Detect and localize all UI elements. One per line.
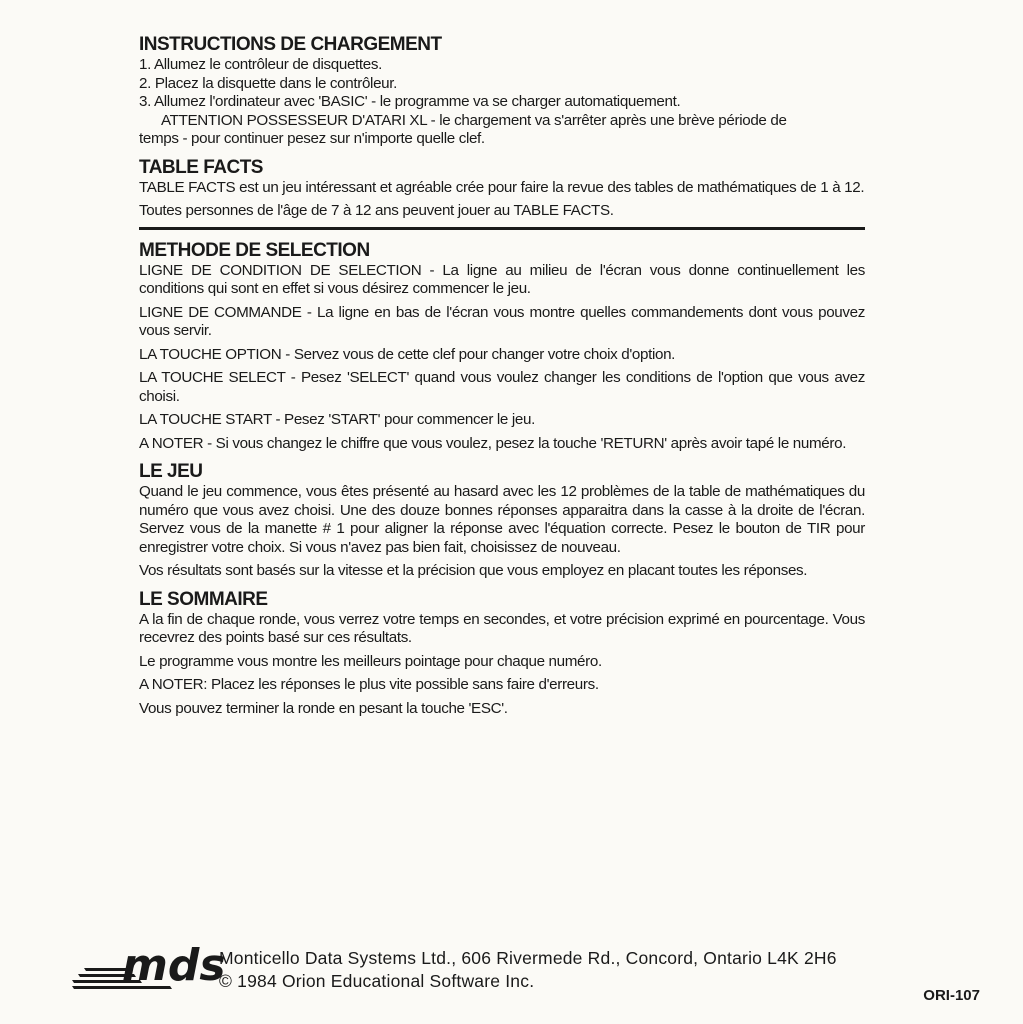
copyright: © 1984 Orion Educational Software Inc. <box>219 971 535 991</box>
company-info <box>219 947 837 993</box>
loading-step: 2. Placez la disquette dans le contrôleur. <box>139 74 397 92</box>
attention-line-1: ATTENTION POSSESSEUR D'ATARI XL - le chargement va s'arrêter après une brève période de <box>161 111 787 129</box>
jeu-paragraph: Quand le jeu commence, vous êtes présenté au hasard avec les 12 problèmes de la table de mathématiques du numéro que vous avez choisi. Une des douze bonnes réponses apparaitra dans la casse à la droite de l'écran. Servez vous de la manette # 1 pour aligner la réponse avec l'équation correcte. Pesez le bouton de TIR pour enregistrer votre choix. Si vous n'avez pas bien fait, choisissez de nouveau. <box>139 483 865 556</box>
methode-paragraph: A NOTER - Si vous changez le chiffre que vous voulez, pesez la touche 'RETURN' après avoir tapé le numéro. <box>139 434 847 452</box>
loading-step: 3. Allumez l'ordinateur avec 'BASIC' - le programme va se charger automatiquement. <box>139 93 681 110</box>
table-facts-paragraph: TABLE FACTS est un jeu intéressant et agréable crée pour faire la revue des tables de mathématiques de 1 à 12. <box>139 178 865 196</box>
footer <box>70 934 980 1014</box>
loading-title: INSTRUCTIONS DE CHARGEMENT <box>139 34 442 55</box>
sommaire-paragraph: Vous pouvez terminer la ronde en pesant la touche 'ESC'. <box>139 699 508 717</box>
jeu-section <box>139 461 865 581</box>
loading-step: 1. Allumez le contrôleur de disquettes. <box>139 56 382 73</box>
sommaire-paragraph: Le programme vous montre les meilleurs pointage pour chaque numéro. <box>139 652 602 670</box>
methode-paragraph: LA TOUCHE SELECT - Pesez 'SELECT' quand vous voulez changer les conditions de l'option que vous avez choisi. <box>139 369 865 405</box>
instruction-sheet <box>139 34 865 718</box>
mds-logo <box>70 934 226 991</box>
company-address: Monticello Data Systems Ltd., 606 Rivermede Rd., Concord, Ontario L4K 2H6 <box>219 948 837 968</box>
section-divider <box>139 227 865 230</box>
methode-paragraph: LA TOUCHE START - Pesez 'START' pour commencer le jeu. <box>139 411 535 428</box>
methode-paragraph: LA TOUCHE OPTION - Servez vous de cette clef pour changer votre choix d'option. <box>139 345 676 363</box>
table-facts-paragraph: Toutes personnes de l'âge de 7 à 12 ans peuvent jouer au TABLE FACTS. <box>139 202 614 219</box>
methode-section <box>139 240 865 454</box>
sommaire-paragraph: A NOTER: Placez les réponses le plus vite possible sans faire d'erreurs. <box>139 676 599 693</box>
methode-paragraph: LIGNE DE COMMANDE - La ligne en bas de l'écran vous montre quelles commandements dont vous pouvez vous servir. <box>139 303 865 339</box>
table-facts-title: TABLE FACTS <box>139 156 263 178</box>
logo-text: mds <box>122 940 226 991</box>
methode-paragraph: LIGNE DE CONDITION DE SELECTION - La ligne au milieu de l'écran vous donne continuellement les conditions qui sont en effet si vous désirez commencer le jeu. <box>139 261 865 297</box>
methode-title: METHODE DE SELECTION <box>139 239 370 261</box>
loading-steps <box>139 56 865 112</box>
attention-line-2: temps - pour continuer pesez sur n'importe quelle clef. <box>139 130 485 147</box>
sommaire-title: LE SOMMAIRE <box>139 588 268 610</box>
jeu-title: LE JEU <box>139 461 203 482</box>
table-facts-section <box>139 157 865 221</box>
product-code: ORI-107 <box>923 987 980 1004</box>
sommaire-section <box>139 589 865 719</box>
sommaire-paragraph: A la fin de chaque ronde, vous verrez votre temps en secondes, et votre précision exprimé en pourcentage. Vous recevrez des points basé sur ces résultats. <box>139 610 865 646</box>
jeu-paragraph: Vos résultats sont basés sur la vitesse et la précision que vous employez en placant toutes les réponses. <box>139 562 808 579</box>
